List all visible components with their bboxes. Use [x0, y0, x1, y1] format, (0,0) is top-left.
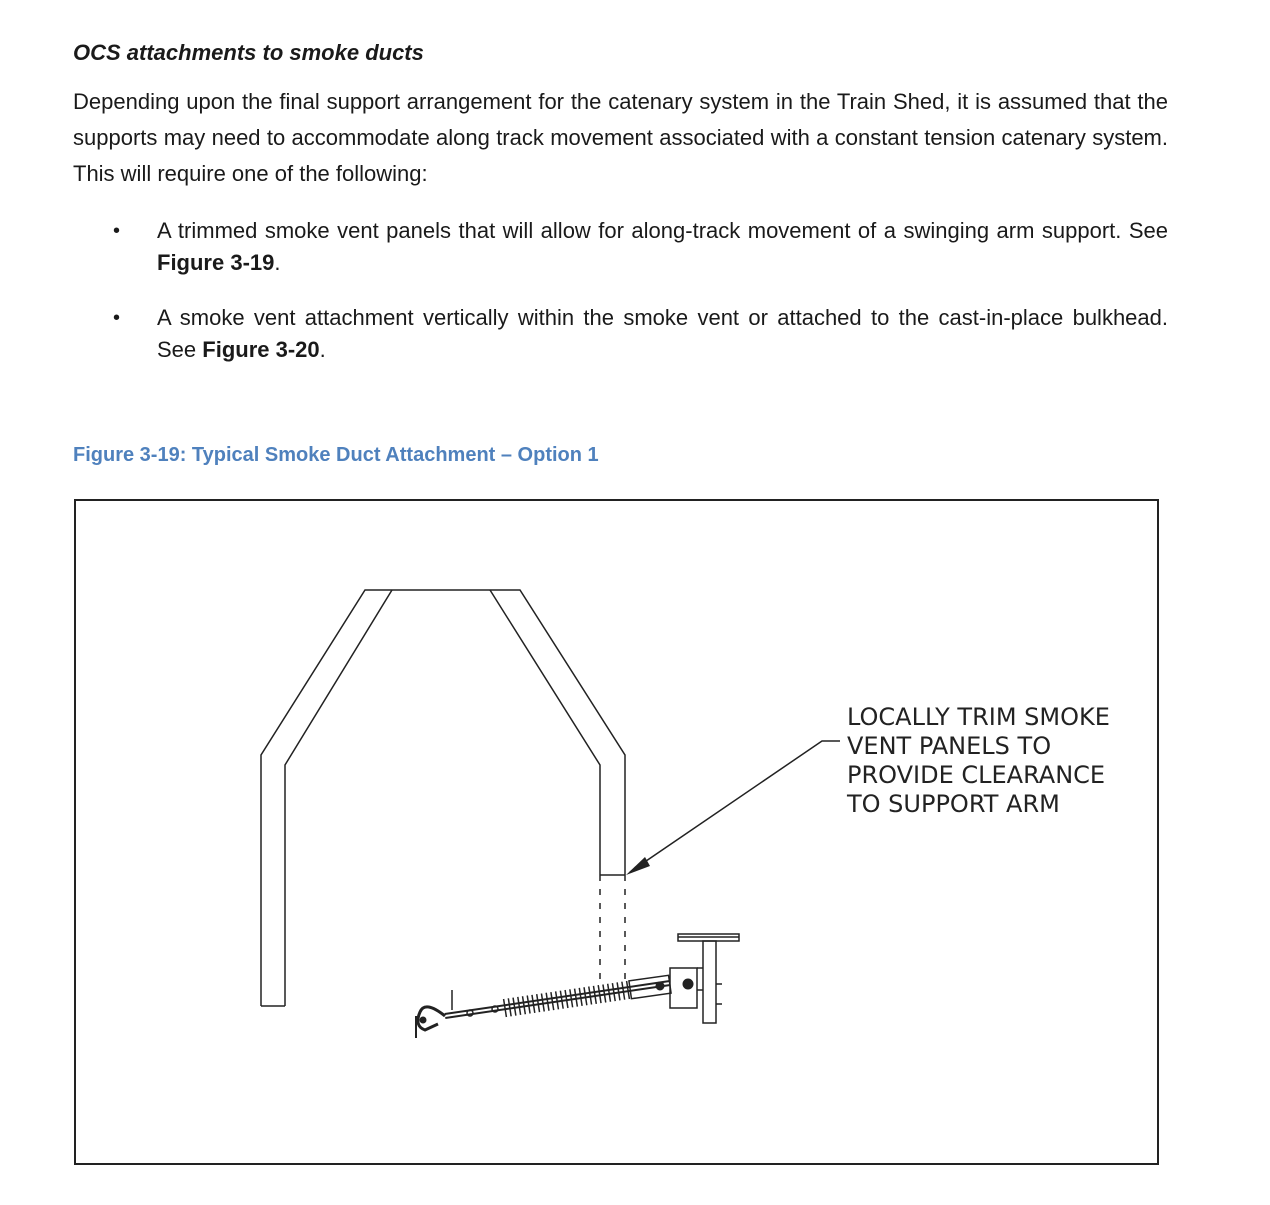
bullet-icon: • [113, 220, 121, 242]
swinging-arm-insulator [416, 975, 693, 1038]
figure-caption: Figure 3-19: Typical Smoke Duct Attachment – Option 1 [73, 444, 599, 466]
figure-reference: Figure 3-19 [157, 250, 275, 275]
intro-paragraph: Depending upon the final support arrangement for the catenary system in the Train Shed, it is assumed that the supports may need to accommodate along track movement associated with a constant tension catenary system. This will require one of the following: [73, 89, 1168, 186]
list-item-text: A smoke vent attachment vertically within the smoke vent or attached to the cast-in-place bulkhead. See Figure 3-20. [157, 305, 1168, 362]
support-bracket [670, 934, 739, 1023]
list-item-text: A trimmed smoke vent panels that will allow for along-track movement of a swinging arm support. See Figure 3-19. [157, 218, 1168, 275]
leader-arrow-icon [626, 857, 650, 875]
drawing-note: LOCALLY TRIM SMOKE VENT PANELS TO PROVIDE CLEARANCE TO SUPPORT ARM [847, 703, 1110, 818]
smoke-duct-outer-outline [261, 590, 625, 1006]
trimmed-panel-section [600, 875, 625, 985]
bullet-icon: • [113, 307, 121, 329]
section-heading: OCS attachments to smoke ducts [73, 40, 424, 65]
smoke-duct-inner-outline [285, 590, 600, 1006]
figure-reference: Figure 3-20 [202, 337, 320, 362]
leader-line [630, 741, 840, 872]
